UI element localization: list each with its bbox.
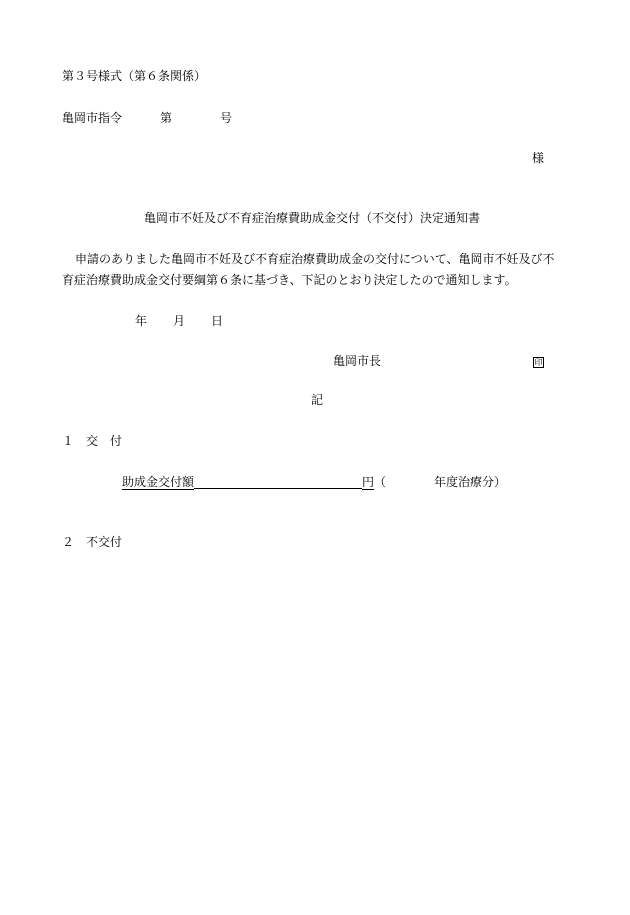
ki-heading: 記	[311, 393, 324, 407]
date-month: 月	[173, 314, 186, 328]
paren-open: （	[374, 475, 387, 489]
reference-number	[62, 112, 232, 124]
seal-icon: 印	[534, 358, 543, 367]
amount-label: 助成金交付額	[122, 475, 195, 489]
item2-heading: ２ 不交付	[62, 535, 123, 549]
body-line-1: 申請のありました亀岡市不妊及び不育症治療費助成金の交付について、亀岡市不妊及び不	[75, 252, 555, 266]
treatment-period: 年度治療分）	[434, 475, 507, 489]
date-line	[135, 315, 223, 327]
item1-heading: １ 交 付	[62, 434, 123, 448]
form-number: 第３号様式（第６条関係）	[62, 69, 207, 83]
document-title: 亀岡市不妊及び不育症治療費助成金交付（不交付）決定通知書	[144, 211, 481, 225]
reference-dai: 第	[160, 111, 173, 125]
date-year: 年	[135, 314, 148, 328]
reference-go: 号	[220, 111, 233, 125]
date-day: 日	[211, 314, 224, 328]
seal-mark	[533, 355, 544, 368]
signer-name: 亀岡市長	[333, 354, 382, 368]
amount-blank	[194, 475, 362, 489]
body-line-2: 育症治療費助成金交付要綱第６条に基づき、下記のとおり決定したので通知します。	[62, 273, 517, 287]
yen-unit: 円	[362, 475, 375, 489]
reference-prefix: 亀岡市指令	[62, 111, 123, 125]
addressee-suffix: 様	[532, 151, 545, 165]
amount-line	[122, 475, 506, 489]
